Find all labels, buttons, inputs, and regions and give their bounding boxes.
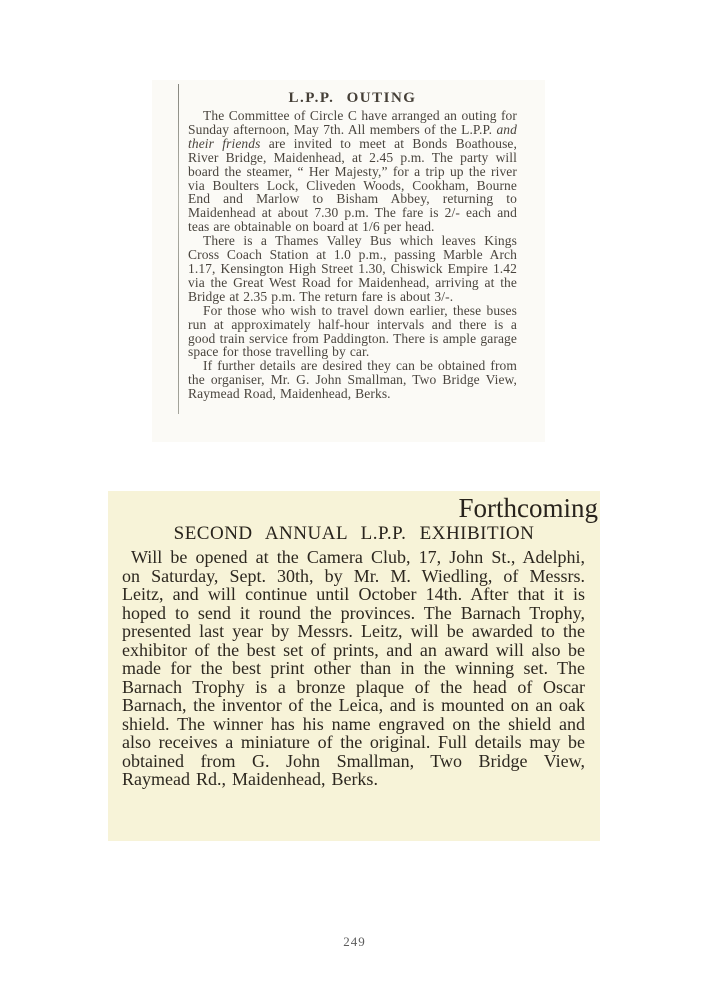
forthcoming-heading: Forthcoming	[458, 493, 598, 523]
outing-paragraph-1	[188, 109, 517, 234]
outing-title: L.P.P. OUTING	[288, 90, 417, 106]
outing-paragraph-1-lead: The Committee of Circle C have arranged an outing for Sunday afternoon, May 7th. All members of the L.P.P.	[188, 108, 517, 137]
clipping-lpp-outing	[152, 80, 545, 442]
outing-paragraph-2: There is a Thames Valley Bus which leaves Kings Cross Coach Station at 1.0 p.m., passing Marble Arch 1.17, Kensington High Street 1.30, Chiswick Empire 1.42 via the Great West Road for Maidenhead, arriving at the Bridge at 2.35 p.m. The return fare is about 3/-.	[188, 233, 517, 304]
clipping-exhibition-announcement	[108, 491, 600, 841]
exhibition-title: SECOND ANNUAL L.P.P. EXHIBITION	[173, 523, 535, 544]
outing-paragraph-1-italic: and their friends	[188, 121, 517, 151]
outing-paragraph-4: If further details are desired they can be obtained from the organiser, Mr. G. John Smallman, Two Bridge View, Raymead Road, Maidenhead, Berks.	[188, 358, 517, 402]
newspaper-column-rule	[178, 84, 179, 414]
page-number: 249	[343, 934, 366, 949]
outing-paragraph-1-rest: are invited to meet at Bonds Boathouse, River Bridge, Maidenhead, at 2.45 p.m. The party will board the steamer, “ Her Majesty,” for a trip up the river via Boulters Lock, Cliveden Woods, Cookham, Bourne End and Marlow to Bisham Abbey, returning to Maidenhead at about 7.30 p.m. The fare is 2/- each and teas are obtainable on board at 1/6 per head.	[188, 135, 517, 235]
exhibition-body: Will be opened at the Camera Club, 17, John St., Adelphi, on Saturday, Sept. 30th, by Mr. M. Wiedling, of Messrs. Leitz, and will continue until October 14th. After that it is hoped to send it round the provinces. The Barnach Trophy, presented last year by Messrs. Leitz, will be awarded to the exhibitor of the best set of prints, and an award will also be made for the best print other than in the winning set. The Barnach Trophy is a bronze plaque of the head of Oscar Barnach, the inventor of the Leica, and is mounted on an oak shield. The winner has his name engraved on the shield and also receives a miniature of the original. Full details may be obtained from G. John Smallman, Two Bridge View, Raymead Rd., Maidenhead, Berks.	[122, 547, 585, 789]
outing-paragraph-3: For those who wish to travel down earlier, these buses run at approximately half-hour intervals and there is a good train service from Paddington. There is ample garage space for those travelling by car.	[188, 302, 517, 360]
outing-text-column	[188, 90, 517, 401]
